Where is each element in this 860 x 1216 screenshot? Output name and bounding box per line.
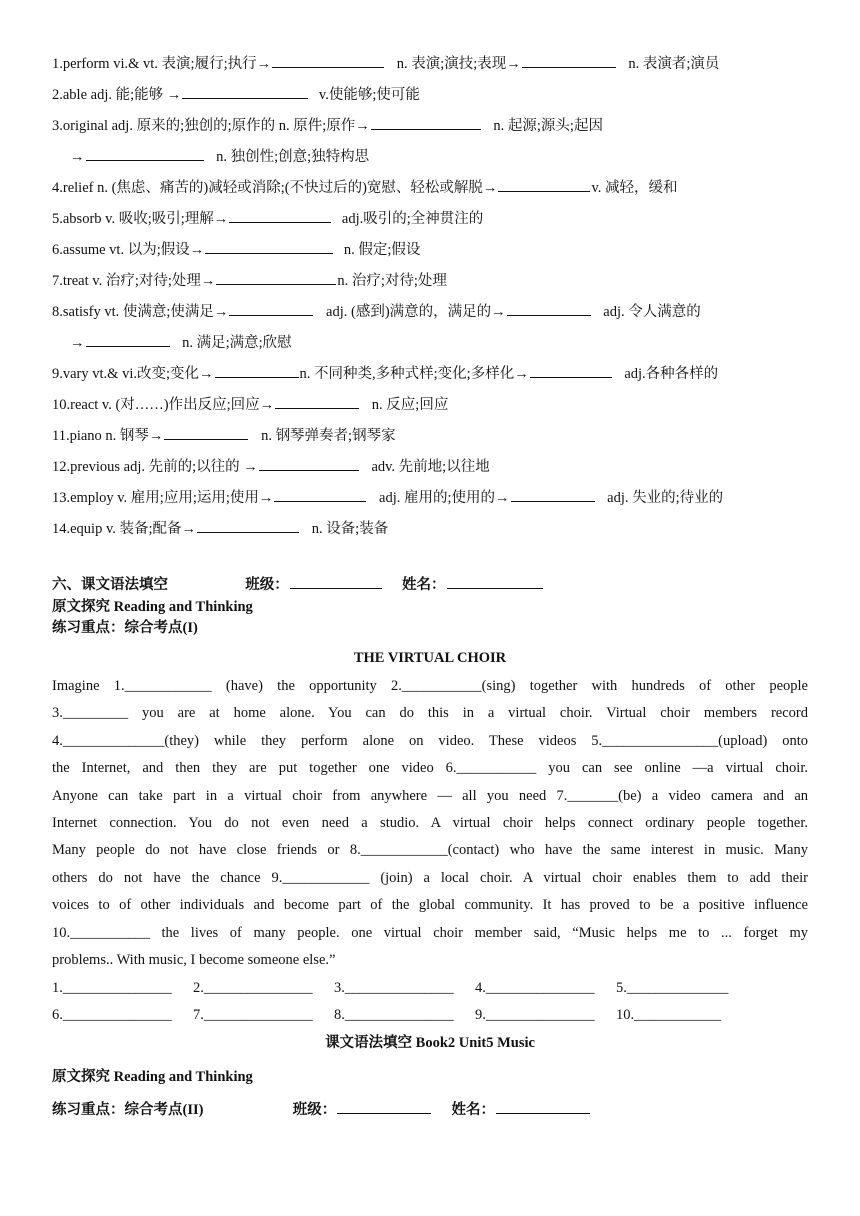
blank-line	[197, 517, 299, 533]
passage-line: problems.. With music, I become someone else.”	[52, 952, 336, 969]
name-field[interactable]	[496, 1098, 590, 1114]
passage-line: Internet connection. You do not even need a studio. A virtual choir helps connect ordinary people together.	[52, 815, 808, 832]
blank-line	[215, 362, 299, 378]
vocab-item-8-cont: → n. 满足;满意;欣慰	[52, 331, 826, 353]
vocab-item-4: 4.relief n. (焦虑、痛苦的)减轻或消除;(不快过后的)宽慰、轻松或解脱→ v. 减轻，缓和	[52, 176, 808, 198]
section-7-sub2: 练习重点：综合考点(II)	[52, 1102, 204, 1118]
blank-line	[498, 176, 590, 192]
vocab-item-1: 1.perform vi.& vt. 表演;履行;执行→ n. 表演;演技;表现→ n. 表演者;演员	[52, 52, 808, 74]
answer-blank[interactable]: 2._______________	[193, 980, 313, 996]
vocab-item-6: 6.assume vt. 以为;假设→ n. 假定;假设	[52, 238, 808, 260]
section-6-heading: 六、课文语法填空	[52, 577, 168, 593]
blank-line	[229, 300, 313, 316]
class-field[interactable]	[290, 573, 382, 589]
answer-blank[interactable]: 6._______________	[52, 1007, 172, 1023]
vocab-item-9: 9.vary vt.& vi.改变;变化→ n. 不同种类,多种式样;变化;多样化→ adj.各种各样的	[52, 362, 808, 384]
blank-line	[530, 362, 612, 378]
blank-line	[86, 331, 170, 347]
vocab-item-3: 3.original adj. 原来的;独创的;原作的 n. 原件;原作→ n. 起源;源头;起因	[52, 114, 808, 136]
class-field[interactable]	[337, 1098, 431, 1114]
passage-line: 4.______________(they) while they perform alone on video. These videos 5.________________(upload) onto	[52, 732, 808, 749]
passage-line: 3._________ you are at home alone. You can do this in a virtual choir. Virtual choir members record	[52, 705, 808, 722]
vocab-item-10: 10.react v. (对……)作出反应;回应→ n. 反应;回应	[52, 393, 808, 415]
blank-line	[272, 52, 384, 68]
class-label: 班级：	[292, 1102, 337, 1118]
passage-line: others do not have the chance 9.____________ (join) a local choir. A virtual choir enables them to add their	[52, 869, 808, 886]
passage-title: THE VIRTUAL CHOIR	[353, 650, 507, 666]
answer-blank[interactable]: 9._______________	[475, 1007, 595, 1023]
answer-row-1	[52, 978, 808, 998]
passage-line: Many people do not have close friends or 8.____________(contact) who have the same interest in music. Many	[52, 842, 808, 859]
vocab-item-3-cont: → n. 独创性;创意;独特构思	[52, 145, 826, 167]
vocab-item-2: 2.able adj. 能;能够 → v.使能够;使可能	[52, 83, 808, 105]
name-label: 姓名：	[451, 1102, 495, 1118]
passage-body	[52, 673, 808, 974]
section-6-sub1: 原文探究 Reading and Thinking	[52, 599, 253, 615]
answer-blank[interactable]: 1._______________	[52, 980, 172, 996]
vocab-item-12: 12.previous adj. 先前的;以往的 → adv. 先前地;以往地	[52, 455, 808, 477]
passage-line: 10.___________ the lives of many people. one virtual choir member said, “Music helps me to ... forget my	[52, 924, 808, 941]
answer-blank[interactable]: 3._______________	[334, 980, 454, 996]
section-7-sub2-row	[52, 1098, 591, 1120]
blank-line	[275, 393, 359, 409]
vocab-item-11: 11.piano n. 钢琴→ n. 钢琴弹奏者;钢琴家	[52, 424, 808, 446]
answer-blank[interactable]: 8._______________	[334, 1007, 454, 1023]
passage-line: Imagine 1.____________ (have) the opportunity 2.___________(sing) together with hundreds of other people	[52, 678, 808, 694]
section-6-header	[52, 573, 544, 595]
passage-line: Anyone can take part in a virtual choir from anywhere — all you need 7._______(be) a video camera and an	[52, 787, 808, 804]
blank-line	[86, 145, 204, 161]
blank-line	[507, 300, 591, 316]
passage-line: voices to of other individuals and become part of the global community. It has proved to be a positive influence	[52, 897, 808, 914]
section-6-sub2: 练习重点：综合考点(I)	[52, 620, 198, 636]
name-label: 姓名：	[402, 577, 446, 593]
vocab-item-14: 14.equip v. 装备;配备→ n. 设备;装备	[52, 517, 808, 539]
blank-line	[182, 83, 308, 99]
blank-line	[371, 114, 481, 130]
answer-blank[interactable]: 7._______________	[193, 1007, 313, 1023]
answer-blank[interactable]: 10.____________	[616, 1007, 722, 1023]
vocab-item-5: 5.absorb v. 吸收;吸引;理解→ adj.吸引的;全神贯注的	[52, 207, 808, 229]
blank-line	[216, 269, 336, 285]
blank-line	[511, 486, 595, 502]
blank-line	[259, 455, 359, 471]
vocab-item-8: 8.satisfy vt. 使满意;使满足→ adj. (感到)满意的，满足的→ adj. 令人满意的	[52, 300, 808, 322]
answer-blank[interactable]: 5.______________	[616, 980, 729, 996]
vocab-item-7: 7.treat v. 治疗;对待;处理→ n. 治疗;对待;处理	[52, 269, 808, 291]
answer-blank[interactable]: 4._______________	[475, 980, 595, 996]
class-label: 班级：	[245, 577, 289, 593]
blank-line	[205, 238, 333, 254]
blank-line	[229, 207, 331, 223]
passage-line: the Internet, and then they are put together one video 6.___________ you can see online —a virtual choir.	[52, 760, 808, 777]
blank-line	[164, 424, 248, 440]
name-field[interactable]	[447, 573, 543, 589]
section-7-sub1: 原文探究 Reading and Thinking	[52, 1069, 253, 1085]
section-7-title: 课文语法填空 Book2 Unit5 Music	[325, 1035, 535, 1051]
vocab-item-13: 13.employ v. 雇用;应用;运用;使用→ adj. 雇用的;使用的→ adj. 失业的;待业的	[52, 486, 808, 508]
answer-row-2	[52, 1005, 808, 1025]
blank-line	[274, 486, 366, 502]
blank-line	[522, 52, 616, 68]
